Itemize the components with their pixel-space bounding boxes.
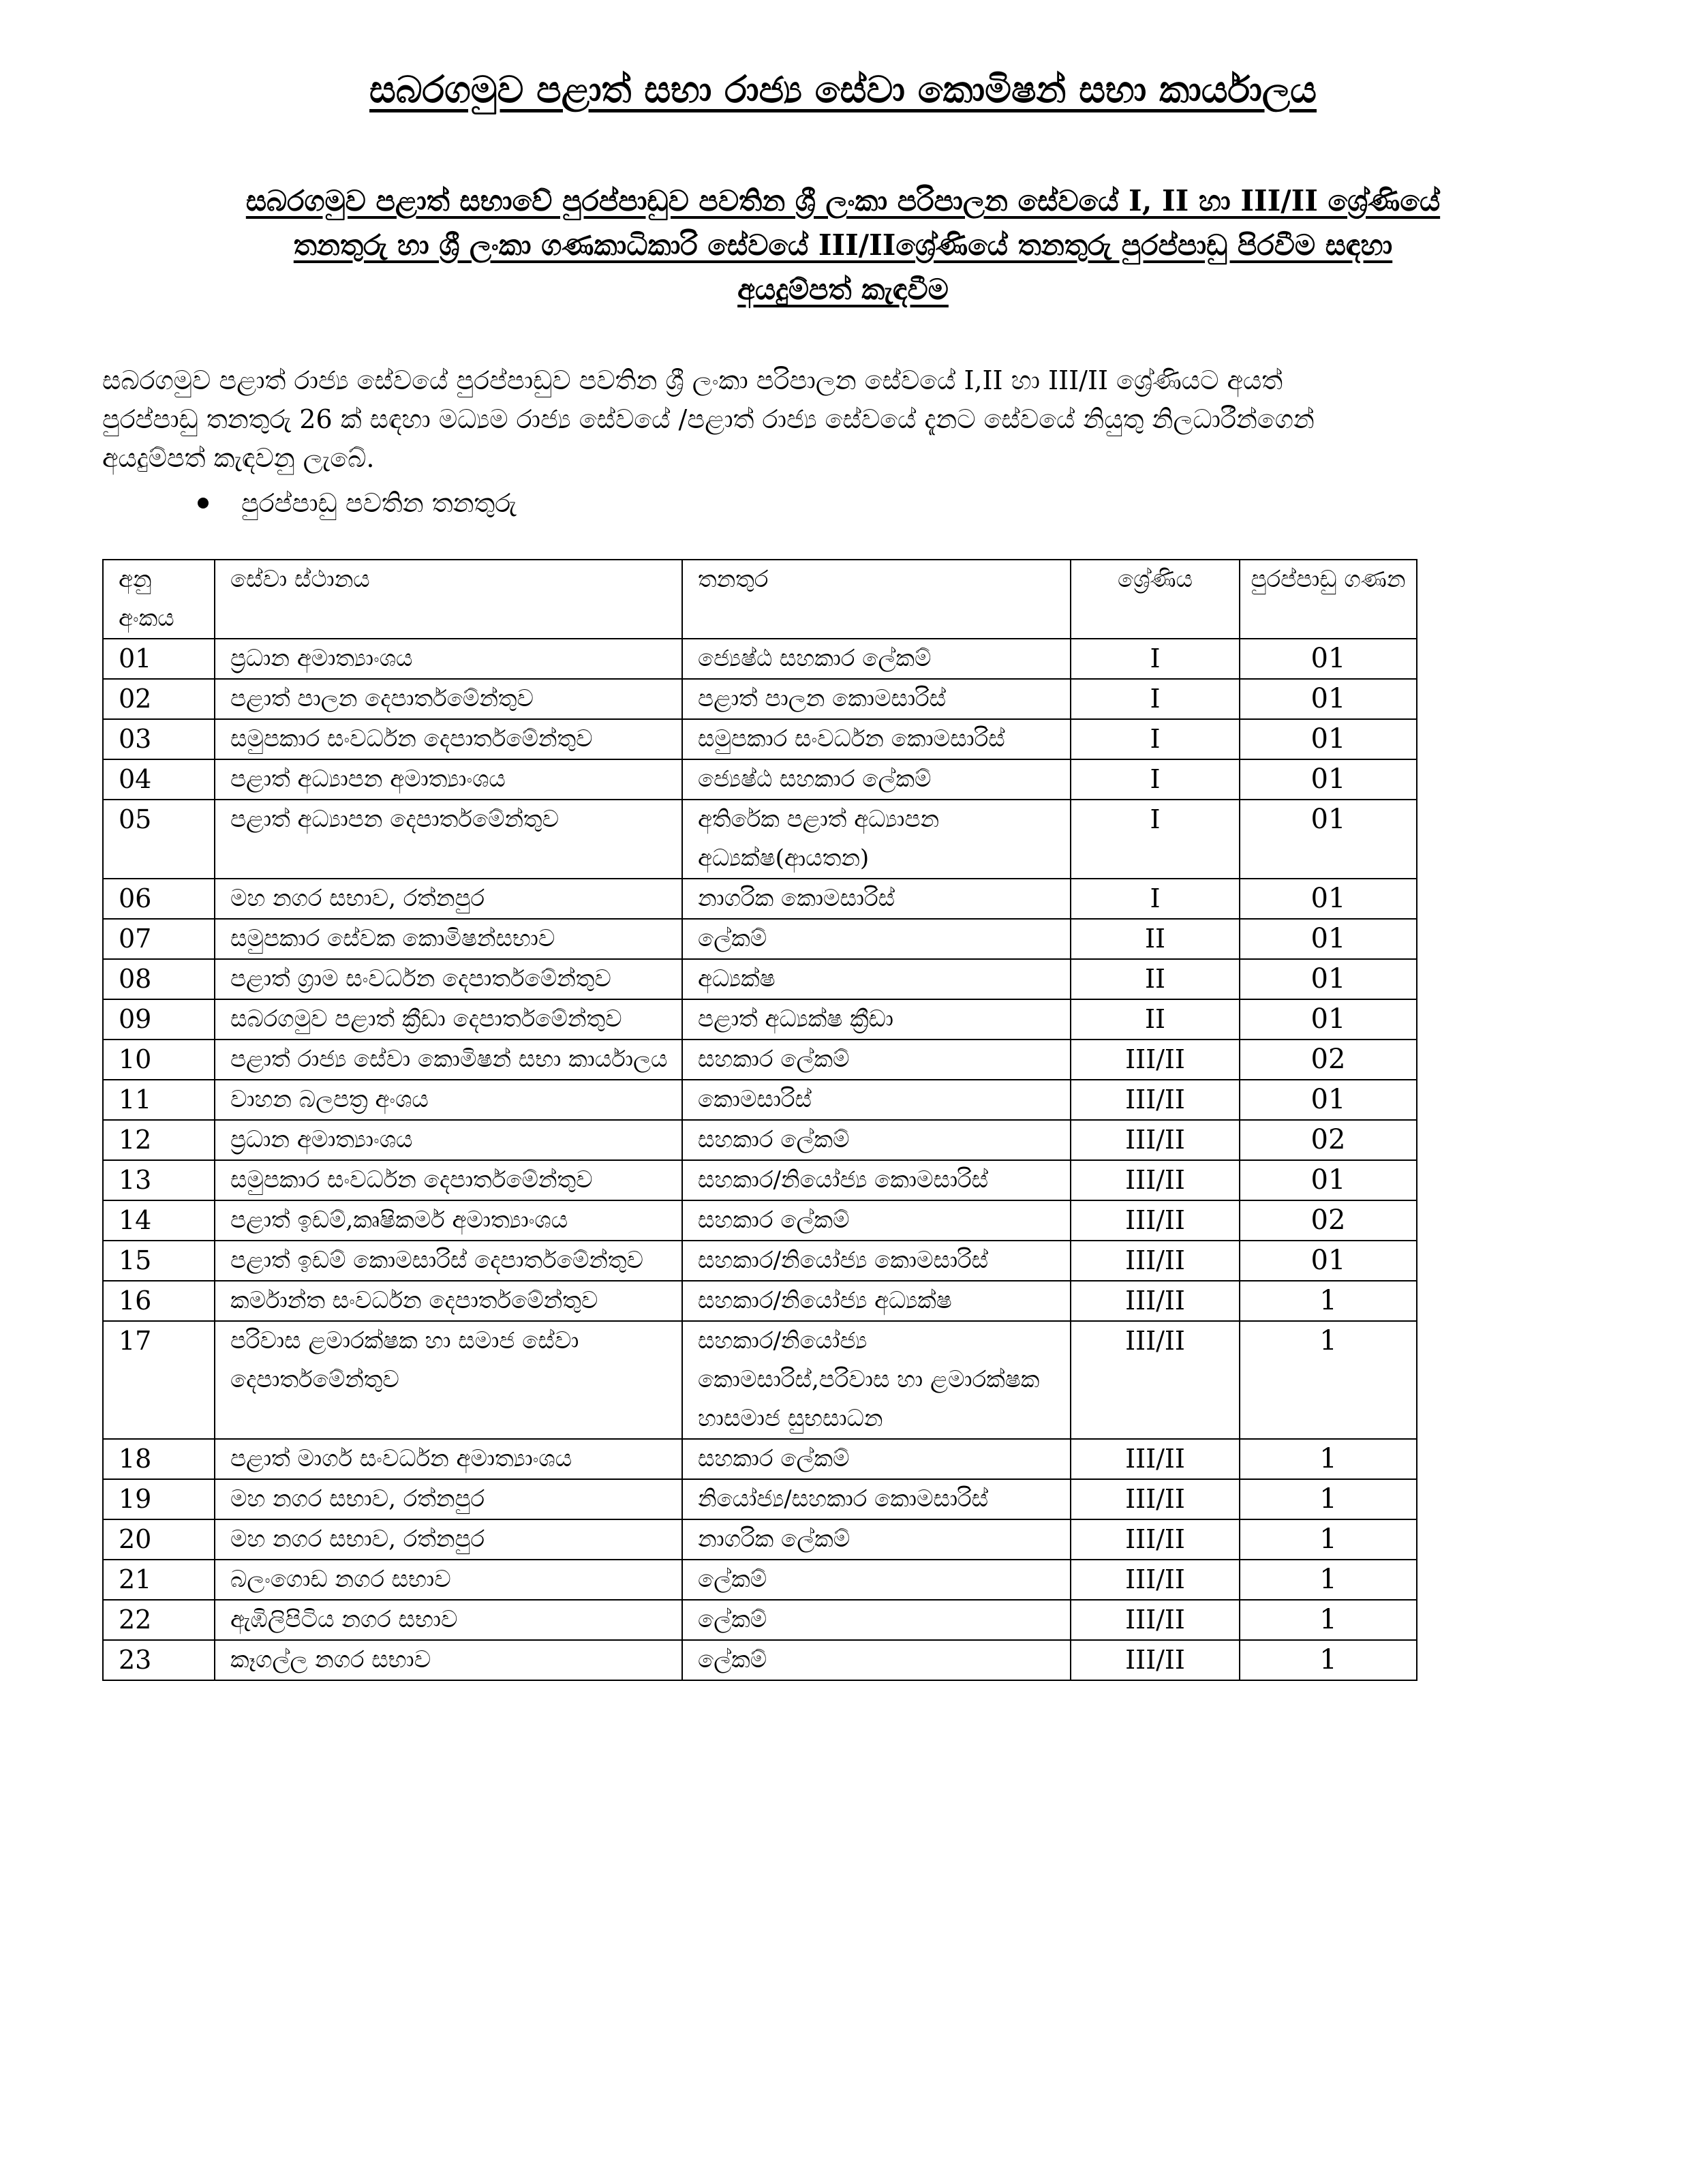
row-station: පළාත් ඉඩම්,කෘෂිකර්ම අමාත්‍යාංශය [215, 1200, 682, 1241]
table-row [103, 1040, 1417, 1080]
subtitle-line: සබරගමුව පළාත් සභාවේ පුරප්පාඩුව පවතින ශ්‍රී ලංකා පරිපාලන සේවයේ I, II හා III/II ශ්‍රේණියේ [245, 184, 1441, 217]
row-post: පළාත් පාලන කොමසාරිස් [682, 679, 1071, 719]
row-post: පළාත් අධ්‍යක්ෂ ක්‍රීඩා [682, 999, 1071, 1040]
row-number: 14 [103, 1200, 215, 1241]
row-number: 10 [103, 1040, 215, 1080]
row-post: නාගරික කොමසාරිස් [682, 879, 1071, 919]
row-class: III/II [1071, 1080, 1240, 1120]
row-vacancy-count: 1 [1240, 1640, 1417, 1680]
row-vacancy-count: 1 [1240, 1600, 1417, 1640]
row-class: III/II [1071, 1321, 1240, 1439]
row-vacancy-count: 1 [1240, 1560, 1417, 1600]
row-post: සහකාර/නියෝජ්‍ය කොමසාරිස් [682, 1241, 1071, 1281]
row-number: 17 [103, 1321, 215, 1439]
row-post: කොමසාරිස් [682, 1080, 1071, 1120]
table-row [103, 1281, 1417, 1321]
row-station: මහ නගර සභාව, රත්නපුර [215, 1479, 682, 1519]
row-number: 13 [103, 1160, 215, 1200]
row-vacancy-count: 02 [1240, 1120, 1417, 1160]
row-class: III/II [1071, 1519, 1240, 1560]
table-row [103, 800, 1417, 879]
row-number: 12 [103, 1120, 215, 1160]
row-post: ලේකම් [682, 1640, 1071, 1680]
header-class: ශ්‍රේණිය [1071, 560, 1240, 639]
row-class: I [1071, 800, 1240, 879]
row-vacancy-count: 1 [1240, 1519, 1417, 1560]
row-vacancy-count: 01 [1240, 719, 1417, 759]
row-post: ලේකම් [682, 1560, 1071, 1600]
table-body [103, 639, 1417, 1680]
row-vacancy-count: 01 [1240, 759, 1417, 800]
row-vacancy-count: 01 [1240, 679, 1417, 719]
row-station: පළාත් අධ්‍යාපන අමාත්‍යාංශය [215, 759, 682, 800]
row-class: III/II [1071, 1040, 1240, 1080]
row-post: සහකාර ලේකම් [682, 1200, 1071, 1241]
table-row [103, 679, 1417, 719]
row-number: 06 [103, 879, 215, 919]
subtitle-line: තනතුරු හා ශ්‍රී ලංකා ගණකාධිකාරි සේවයේ III/IIශ්‍රේණියේ තනතුරු පුරප්පාඩු පිරවීම සඳහා [293, 228, 1393, 262]
row-post: අතිරේක පළාත් අධ්‍යාපන අධ්‍යක්ෂ(ආයතන) [682, 800, 1071, 879]
row-vacancy-count: 01 [1240, 1080, 1417, 1120]
row-number: 23 [103, 1640, 215, 1680]
row-number: 21 [103, 1560, 215, 1600]
table-row [103, 1160, 1417, 1200]
row-class: III/II [1071, 1600, 1240, 1640]
row-vacancy-count: 02 [1240, 1040, 1417, 1080]
row-number: 11 [103, 1080, 215, 1120]
row-number: 15 [103, 1241, 215, 1281]
table-row [103, 1080, 1417, 1120]
row-station: කෑගල්ල නගර සභාව [215, 1640, 682, 1680]
row-station: සබරගමුව පළාත් ක්‍රීඩා දෙපාර්තමේන්තුව [215, 999, 682, 1040]
table-row [103, 1241, 1417, 1281]
row-station: ප්‍රධාන අමාත්‍යාංශය [215, 639, 682, 679]
row-vacancy-count: 1 [1240, 1321, 1417, 1439]
row-post: ජ්‍යෙෂ්ඨ සහකාර ලේකම් [682, 759, 1071, 800]
table-row [103, 1439, 1417, 1479]
row-post: සමුපකාර සංවර්ධන කොමසාරිස් [682, 719, 1071, 759]
row-class: I [1071, 719, 1240, 759]
table-row [103, 999, 1417, 1040]
header-vacancies: පුරප්පාඩු ගණන [1240, 560, 1417, 639]
row-vacancy-count: 01 [1240, 999, 1417, 1040]
row-number: 16 [103, 1281, 215, 1321]
row-class: III/II [1071, 1560, 1240, 1600]
row-class: III/II [1071, 1160, 1240, 1200]
row-station: වාහන බලපත්‍ර අංශය [215, 1080, 682, 1120]
table-row [103, 879, 1417, 919]
row-station: මහ නගර සභාව, රත්නපුර [215, 1519, 682, 1560]
table-row [103, 919, 1417, 959]
header-post: තනතුර [682, 560, 1071, 639]
row-vacancy-count: 01 [1240, 879, 1417, 919]
row-number: 08 [103, 959, 215, 999]
row-post: නාගරික ලේකම් [682, 1519, 1071, 1560]
subtitle-line: අයදුම්පත් කැඳවීම [737, 273, 949, 306]
row-number: 01 [103, 639, 215, 679]
row-post: සහකාර/නියෝජ්‍ය කොමසාරිස්,පරිවාස හා ළමාරක්ෂක හාසමාජ සුභසාධන [682, 1321, 1071, 1439]
row-number: 20 [103, 1519, 215, 1560]
row-class: III/II [1071, 1200, 1240, 1241]
table-row [103, 1479, 1417, 1519]
table-row [103, 759, 1417, 800]
table-row [103, 1560, 1417, 1600]
row-station: බලංගොඩ නගර සභාව [215, 1560, 682, 1600]
table-row [103, 1120, 1417, 1160]
row-vacancy-count: 01 [1240, 919, 1417, 959]
row-station: කර්මාන්ත සංවර්ධන දෙපාර්තමේන්තුව [215, 1281, 682, 1321]
row-number: 09 [103, 999, 215, 1040]
row-station: ප්‍රධාන අමාත්‍යාංශය [215, 1120, 682, 1160]
intro-paragraph [102, 361, 1584, 478]
row-class: III/II [1071, 1439, 1240, 1479]
row-class: II [1071, 919, 1240, 959]
row-post: අධ්‍යක්ෂ [682, 959, 1071, 999]
row-class: I [1071, 679, 1240, 719]
row-class: I [1071, 879, 1240, 919]
row-class: II [1071, 999, 1240, 1040]
row-class: III/II [1071, 1241, 1240, 1281]
row-number: 04 [103, 759, 215, 800]
table-row [103, 1519, 1417, 1560]
row-vacancy-count: 1 [1240, 1439, 1417, 1479]
intro-line: සබරගමුව පළාත් රාජ්‍ය සේවයේ පුරප්පාඩුව පවතින ශ්‍රී ලංකා පරිපාලන සේවයේ I,II හා III/II ශ්‍රේණියට අයත් [102, 365, 1283, 395]
row-post: සහකාර/නියෝජ්‍ය අධ්‍යක්ෂ [682, 1281, 1071, 1321]
notice-subtitle [102, 179, 1584, 312]
row-post: ලේකම් [682, 1600, 1071, 1640]
intro-line: අයදුම්පත් කැඳවනු ලැබේ. [102, 443, 375, 473]
row-post: නියෝජ්‍ය/සහකාර කොමසාරිස් [682, 1479, 1071, 1519]
row-class: I [1071, 759, 1240, 800]
row-number: 03 [103, 719, 215, 759]
row-number: 19 [103, 1479, 215, 1519]
table-row [103, 719, 1417, 759]
row-number: 05 [103, 800, 215, 879]
table-header-row [103, 560, 1417, 639]
row-class: III/II [1071, 1479, 1240, 1519]
row-post: සහකාර ලේකම් [682, 1439, 1071, 1479]
row-class: I [1071, 639, 1240, 679]
row-vacancy-count: 01 [1240, 1241, 1417, 1281]
row-vacancy-count: 02 [1240, 1200, 1417, 1241]
row-number: 02 [103, 679, 215, 719]
row-vacancy-count: 1 [1240, 1281, 1417, 1321]
page-title: සබරගමුව පළාත් සභා රාජ්‍ය සේවා කොමිෂන් සභා කාර්යාලය [369, 67, 1317, 111]
bullet-text: පුරප්පාඩු පවතින තනතුරු [241, 488, 517, 518]
bullet-icon [198, 498, 209, 509]
row-class: III/II [1071, 1281, 1240, 1321]
row-station: සමුපකාර සංවර්ධන දෙපාර්තමේන්තුව [215, 719, 682, 759]
row-class: III/II [1071, 1120, 1240, 1160]
row-vacancy-count: 01 [1240, 639, 1417, 679]
table-row [103, 959, 1417, 999]
header-station: සේවා ස්ථානය [215, 560, 682, 639]
table-row [103, 1640, 1417, 1680]
row-vacancy-count: 01 [1240, 1160, 1417, 1200]
vacancy-table [102, 559, 1417, 1681]
row-number: 22 [103, 1600, 215, 1640]
table-row [103, 1200, 1417, 1241]
row-station: ඇඹිලිපිටිය නගර සභාව [215, 1600, 682, 1640]
row-number: 18 [103, 1439, 215, 1479]
table-row [103, 1321, 1417, 1439]
bullet-item [198, 484, 517, 523]
row-station: සමුපකාර සේවක කොමිෂන්සභාව [215, 919, 682, 959]
row-station: මහ නගර සභාව, රත්නපුර [215, 879, 682, 919]
header-number: අනු අංකය [103, 560, 215, 639]
row-station: පළාත් අධ්‍යාපන දෙපාර්තමේන්තුව [215, 800, 682, 879]
row-post: සහකාර ලේකම් [682, 1040, 1071, 1080]
row-station: පළාත් ඉඩම් කොමසාරිස් දෙපාර්තමේන්තුව [215, 1241, 682, 1281]
row-post: ජ්‍යෙෂ්ඨ සහකාර ලේකම් [682, 639, 1071, 679]
table-row [103, 639, 1417, 679]
table-row [103, 1600, 1417, 1640]
intro-line: පුරප්පාඩු තනතුරු 26 ක් සඳහා මධ්‍යම රාජ්‍ය සේවයේ /පළාත් රාජ්‍ය සේවයේ දැනට සේවයේ නියුතු නිලධාරීන්ගෙන් [102, 404, 1315, 434]
row-vacancy-count: 01 [1240, 800, 1417, 879]
row-station: පළාත් පාලන දෙපාර්තමේන්තුව [215, 679, 682, 719]
row-post: සහකාර/නියෝජ්‍ය කොමසාරිස් [682, 1160, 1071, 1200]
row-vacancy-count: 1 [1240, 1479, 1417, 1519]
row-number: 07 [103, 919, 215, 959]
row-post: සහකාර ලේකම් [682, 1120, 1071, 1160]
row-class: III/II [1071, 1640, 1240, 1680]
row-station: සමුපකාර සංවර්ධන දෙපාර්තමේන්තුව [215, 1160, 682, 1200]
row-station: පළාත් රාජ්‍ය සේවා කොමිෂන් සභා කාර්යාලය [215, 1040, 682, 1080]
row-post: ලේකම් [682, 919, 1071, 959]
row-class: II [1071, 959, 1240, 999]
row-vacancy-count: 01 [1240, 959, 1417, 999]
row-station: පළාත් ග්‍රාම සංවර්ධන දෙපාර්තමේන්තුව [215, 959, 682, 999]
row-station: පළාත් මාර්ග සංවර්ධන අමාත්‍යාංශය [215, 1439, 682, 1479]
row-station: පරිවාස ළමාරක්ෂක හා සමාජ සේවා දෙපාර්තමේන්තුව [215, 1321, 682, 1439]
